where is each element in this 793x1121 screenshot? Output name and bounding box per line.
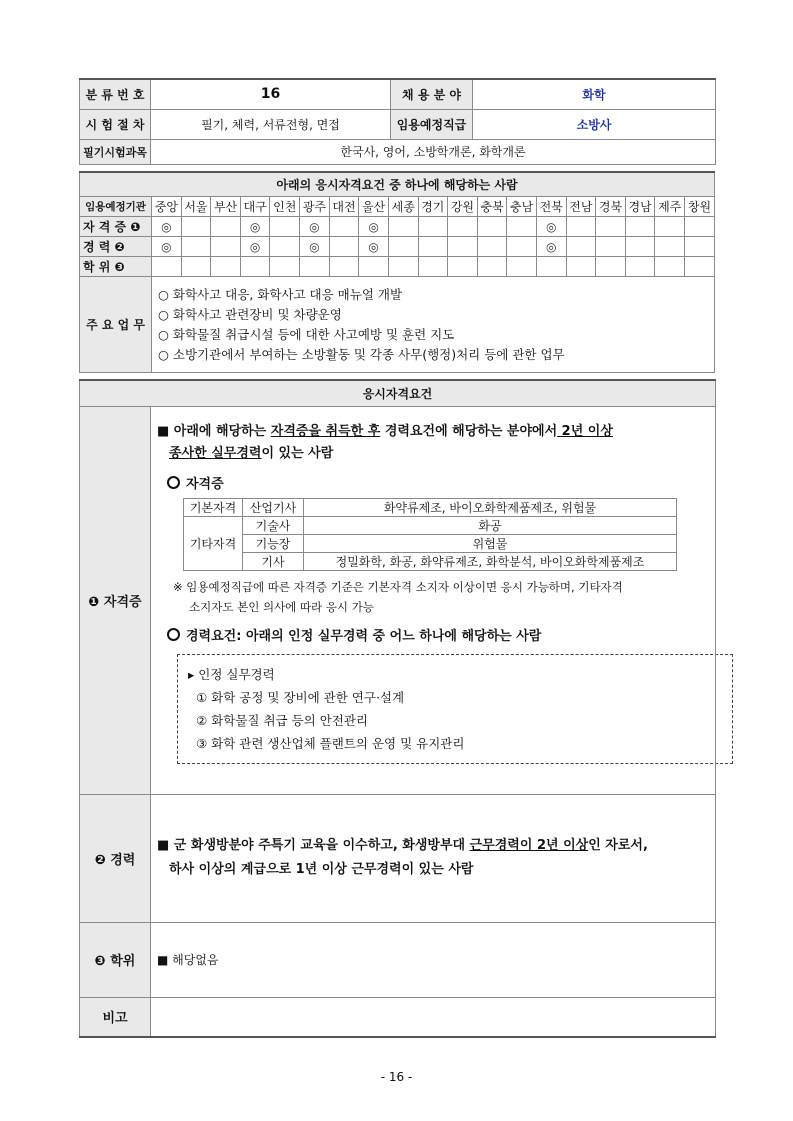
region-mark [477, 257, 507, 277]
region-mark: ◎ [240, 217, 270, 237]
cert-row-label: 자 격 증 ❶ [80, 217, 152, 237]
career-prefix: ■ 군 화생방분야 주특기 교육을 이수하고, 화생방부대 [157, 838, 470, 853]
region-mark [388, 257, 418, 277]
qualification-table [79, 379, 716, 1038]
cert-sub2: 경력요건: 아래의 인정 실무경력 중 어느 하나에 해당하는 사람 [186, 628, 542, 644]
region-mark [388, 217, 418, 237]
region-mark [418, 257, 448, 277]
other-items: 화공 [304, 516, 677, 534]
region-mark [477, 217, 507, 237]
region-name: 인천 [270, 197, 300, 217]
region-name: 세종 [388, 197, 418, 217]
duties-label: 주 요 업 무 [80, 277, 152, 373]
experience-box [177, 654, 733, 764]
degree-text: ■ 해당없음 [151, 922, 716, 997]
region-name: 충남 [507, 197, 537, 217]
region-name: 창원 [685, 197, 715, 217]
region-mark [655, 257, 685, 277]
region-name: 중앙 [152, 197, 182, 217]
region-name: 서울 [181, 197, 211, 217]
circle-bullet-icon [167, 476, 180, 489]
region-mark [448, 217, 478, 237]
region-name: 전북 [536, 197, 566, 217]
region-mark [685, 217, 715, 237]
region-mark [625, 237, 655, 257]
region-mark [655, 237, 685, 257]
region-name: 충북 [477, 197, 507, 217]
region-mark: ◎ [240, 237, 270, 257]
class-value: 16 [151, 79, 391, 109]
region-mark [625, 257, 655, 277]
region-mark [566, 257, 596, 277]
cert-content [151, 406, 716, 794]
region-mark: ◎ [359, 237, 389, 257]
cert-sub1: 자격증 [186, 476, 224, 492]
note-line: 소지자도 본인 의사에 따라 응시 가능 [189, 599, 374, 614]
rank-value: 소방사 [473, 109, 716, 139]
cert-intro-u3: 종사한 실무경력 [169, 445, 262, 461]
class-label: 분 류 번 호 [80, 79, 151, 109]
cert-table [183, 498, 677, 571]
region-name: 울산 [359, 197, 389, 217]
region-mark [270, 257, 300, 277]
cert-intro-end: 이 있는 사람 [261, 445, 334, 461]
experience-title: ▸ 인정 실무경력 [188, 666, 275, 682]
region-name: 광주 [300, 197, 330, 217]
exam-label: 시 험 절 차 [80, 109, 151, 139]
career-label: ❷ 경력 [80, 794, 151, 922]
region-mark [418, 237, 448, 257]
region-mark: ◎ [536, 217, 566, 237]
career-line2: 하사 이상의 계급으로 1년 이상 근무경력이 있는 사람 [169, 862, 474, 877]
region-name: 대구 [240, 197, 270, 217]
duties-list [152, 277, 715, 373]
basic-grade: 산업기사 [243, 498, 304, 516]
other-label: 기타자격 [184, 516, 243, 570]
region-mark [388, 237, 418, 257]
remarks-label: 비고 [80, 997, 151, 1037]
region-mark [596, 257, 626, 277]
duty-item: ○ 화학물질 취급시설 등에 대한 사고예방 및 훈련 지도 [158, 326, 455, 342]
region-name: 경기 [418, 197, 448, 217]
circle-bullet-icon [167, 628, 180, 641]
region-mark [240, 257, 270, 277]
remarks-text [151, 997, 716, 1037]
other-items: 위험물 [304, 534, 677, 552]
region-mark [536, 257, 566, 277]
region-name: 경남 [625, 197, 655, 217]
region-mark [181, 217, 211, 237]
cert-intro-prefix: ■ 아래에 해당하는 [157, 423, 271, 439]
cert-intro-u2: 2년 이상 [557, 423, 613, 439]
region-mark [655, 217, 685, 237]
requirement-banner: 아래의 응시자격요건 중 하나에 해당하는 사람 [80, 172, 715, 197]
region-mark [270, 237, 300, 257]
region-mark [152, 257, 182, 277]
experience-item: ③ 화학 관련 생산업체 플랜트의 운영 및 유지관리 [196, 735, 465, 751]
region-mark [359, 257, 389, 277]
region-name: 대전 [329, 197, 359, 217]
region-mark [685, 257, 715, 277]
basic-label: 기본자격 [184, 498, 243, 516]
page-number: - 16 - [380, 1070, 413, 1084]
note-line: ※ 임용예정직급에 따른 자격증 기준은 기본자격 소지자 이상이면 응시 가능하며, 기타자격 [173, 579, 623, 594]
region-mark [329, 237, 359, 257]
region-mark [477, 237, 507, 257]
region-mark [329, 257, 359, 277]
region-name: 전남 [566, 197, 596, 217]
other-grade: 기술사 [243, 516, 304, 534]
cert-label: ❶ 자격증 [80, 406, 151, 794]
region-mark [270, 217, 300, 237]
qual-header: 응시자격요건 [80, 380, 716, 406]
region-mark [507, 217, 537, 237]
region-mark: ◎ [359, 217, 389, 237]
career-suffix: 인 자로서, [588, 838, 648, 853]
header-table [79, 78, 716, 165]
region-mark [448, 237, 478, 257]
career-underline: 근무경력이 2년 이상 [469, 838, 589, 853]
region-mark [181, 237, 211, 257]
degree-row-label: 학 위 ❸ [80, 257, 152, 277]
region-mark: ◎ [536, 237, 566, 257]
duty-item: ○ 화학사고 대응, 화학사고 대응 매뉴얼 개발 [158, 286, 403, 302]
region-mark [329, 217, 359, 237]
page-content [79, 78, 715, 1038]
cert-intro-mid: 경력요건에 해당하는 분야에서 [380, 423, 558, 439]
field-label: 채 용 분 야 [391, 79, 473, 109]
region-name: 강원 [448, 197, 478, 217]
region-mark [507, 237, 537, 257]
region-mark [181, 257, 211, 277]
career-row-label: 경 력 ❷ [80, 237, 152, 257]
duty-item: ○ 소방기관에서 부여하는 소방활동 및 각종 사무(행정)처리 등에 관한 업무 [158, 346, 565, 362]
region-mark [418, 217, 448, 237]
region-mark [566, 217, 596, 237]
region-mark [448, 257, 478, 277]
exam-value: 필기, 체력, 서류전형, 면접 [151, 109, 391, 139]
other-grade: 기사 [243, 552, 304, 570]
region-mark: ◎ [152, 217, 182, 237]
other-grade: 기능장 [243, 534, 304, 552]
region-table [79, 171, 715, 374]
region-mark: ◎ [300, 217, 330, 237]
region-name: 경북 [596, 197, 626, 217]
region-mark [300, 257, 330, 277]
regions-label: 임용예정기관 [80, 197, 152, 217]
region-mark [625, 217, 655, 237]
region-mark [596, 237, 626, 257]
experience-item: ② 화학물질 취급 등의 안전관리 [196, 712, 369, 728]
region-mark [211, 217, 241, 237]
region-mark [211, 237, 241, 257]
cert-intro-u1: 자격증을 취득한 후 [270, 423, 381, 439]
other-items: 정밀화학, 화공, 화약류제조, 화학분석, 바이오화학제품제조 [304, 552, 677, 570]
region-mark: ◎ [152, 237, 182, 257]
duty-item: ○ 화학사고 관련장비 및 차량운영 [158, 306, 342, 322]
cert-note [173, 577, 709, 617]
degree-label: ❸ 학위 [80, 922, 151, 997]
basic-items: 화약류제조, 바이오화학제품제조, 위험물 [304, 498, 677, 516]
experience-item: ① 화학 공정 및 장비에 관한 연구·설계 [196, 689, 405, 705]
region-name: 부산 [211, 197, 241, 217]
field-value: 화학 [473, 79, 716, 109]
region-mark [685, 237, 715, 257]
rank-label: 임용예정직급 [391, 109, 473, 139]
subjects-value: 한국사, 영어, 소방학개론, 화학개론 [151, 139, 716, 164]
region-mark: ◎ [300, 237, 330, 257]
region-mark [211, 257, 241, 277]
subjects-label: 필기시험과목 [80, 139, 151, 164]
region-mark [507, 257, 537, 277]
region-mark [596, 217, 626, 237]
region-mark [566, 237, 596, 257]
region-name: 제주 [655, 197, 685, 217]
career-content [151, 794, 716, 922]
